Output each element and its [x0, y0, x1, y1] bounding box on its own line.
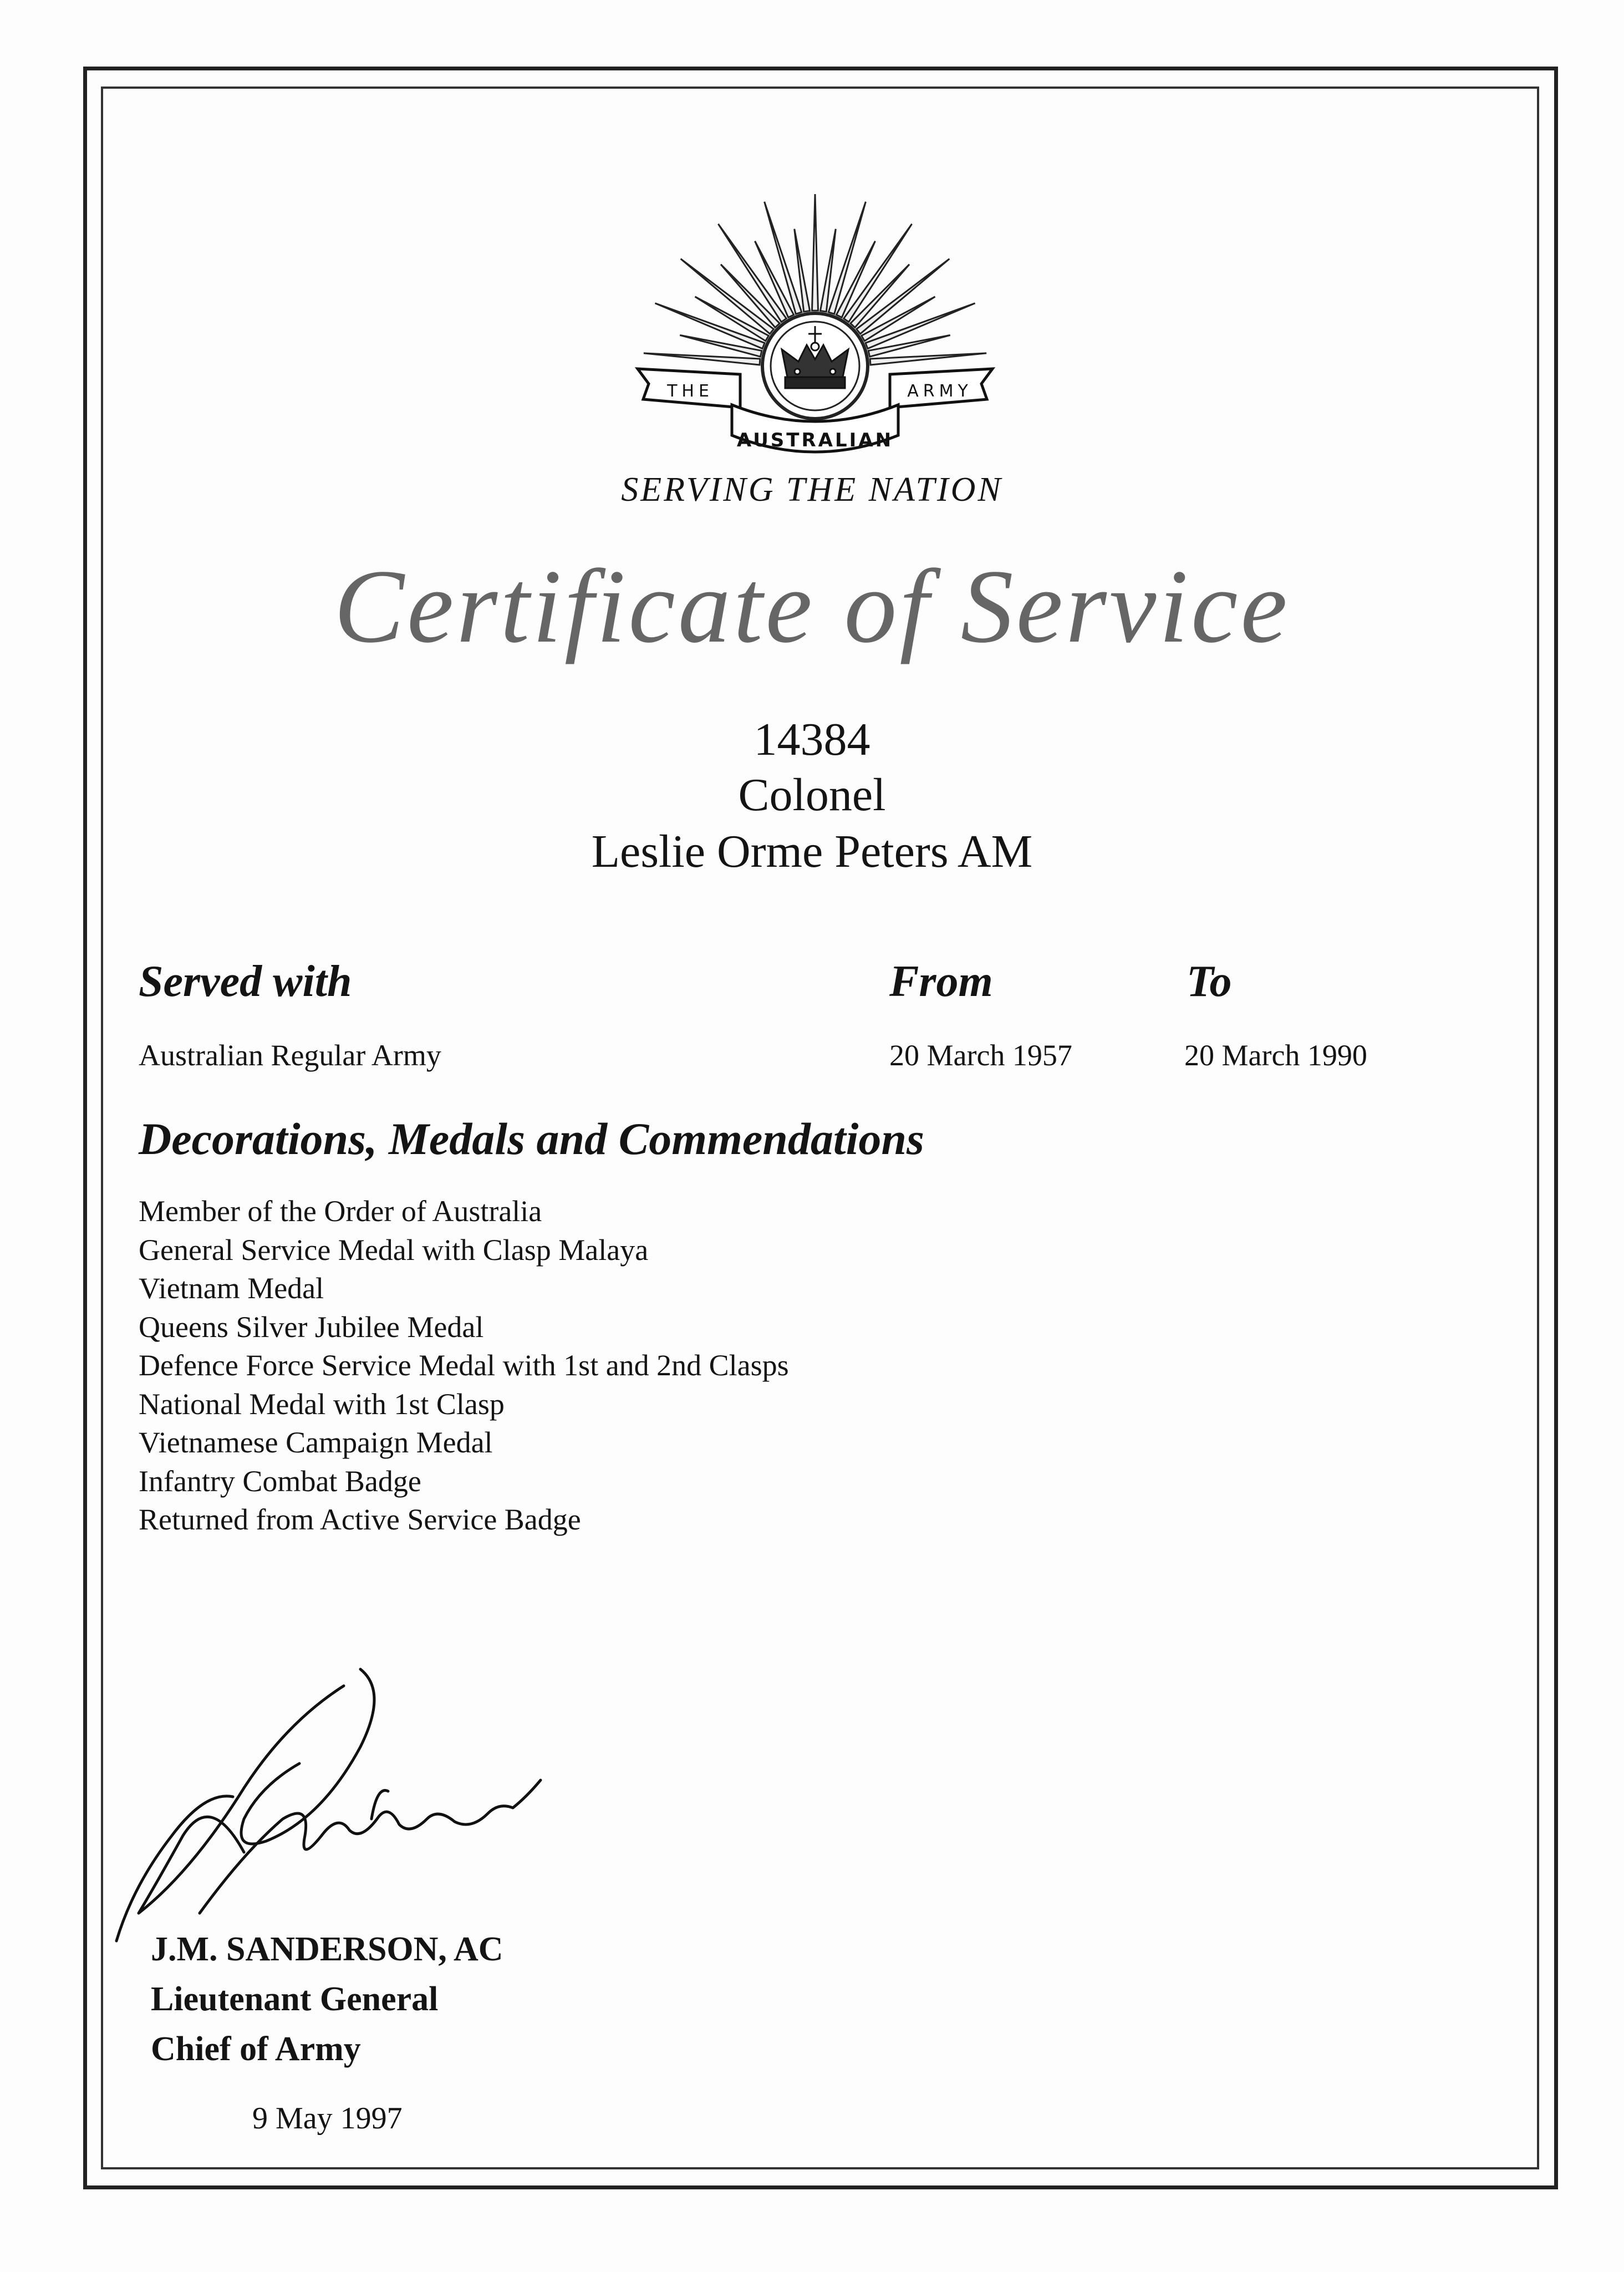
list-item: Queens Silver Jubilee Medal — [139, 1310, 484, 1344]
decorations-list — [139, 1192, 789, 1539]
served-unit: Australian Regular Army — [139, 1039, 441, 1072]
issue-date: 9 May 1997 — [252, 2101, 403, 2136]
service-number: 14384 — [754, 714, 870, 765]
served-with-heading: Served with — [139, 957, 352, 1006]
signatory-name: J.M. SANDERSON, AC — [151, 1930, 503, 1968]
list-item: Infantry Combat Badge — [139, 1464, 421, 1498]
list-item: Defence Force Service Medal with 1st and 2nd Clasps — [139, 1349, 789, 1382]
signatory-block — [151, 1924, 503, 2074]
to-heading: To — [1187, 957, 1232, 1006]
decorations-heading: Decorations, Medals and Commendations — [139, 1114, 924, 1164]
list-item: Vietnam Medal — [139, 1272, 324, 1305]
list-item: Member of the Order of Australia — [139, 1195, 542, 1228]
sun-ray — [644, 353, 760, 365]
signature-image — [100, 1653, 571, 1963]
from-heading: From — [889, 957, 993, 1006]
signatory-rank: Lieutenant General — [151, 1980, 439, 2018]
certificate-title: Certificate of Service — [334, 548, 1290, 665]
badge-scroll-right: ARMY — [907, 382, 973, 401]
recipient-name: Leslie Orme Peters AM — [591, 826, 1033, 877]
list-item: Returned from Active Service Badge — [139, 1503, 581, 1536]
badge-scroll-left: THE — [667, 382, 714, 401]
signatory-position: Chief of Army — [151, 2030, 361, 2068]
motto: SERVING THE NATION — [621, 471, 1003, 509]
list-item: Vietnamese Campaign Medal — [139, 1426, 493, 1459]
served-from-date: 20 March 1957 — [889, 1039, 1072, 1072]
list-item: General Service Medal with Clasp Malaya — [139, 1233, 649, 1267]
served-to-date: 20 March 1990 — [1184, 1039, 1367, 1072]
sun-ray — [812, 194, 818, 311]
recipient-rank: Colonel — [738, 769, 886, 821]
list-item: National Medal with 1st Clasp — [139, 1387, 505, 1421]
badge-scroll-bottom: AUSTRALIAN — [736, 429, 894, 451]
sun-ray — [870, 353, 986, 365]
rising-sun-badge-icon — [621, 183, 1009, 471]
